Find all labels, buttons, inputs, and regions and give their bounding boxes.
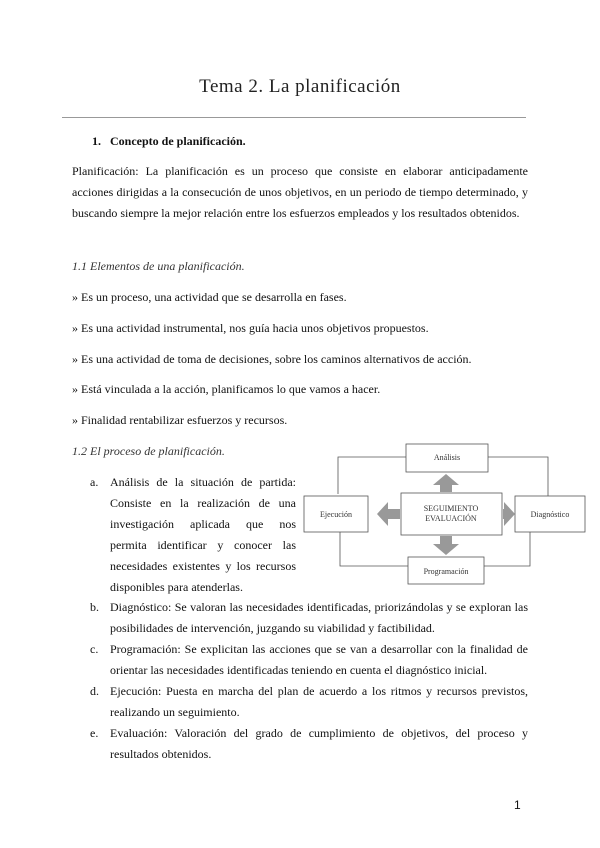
step-marker: c. bbox=[90, 642, 99, 656]
element-item: » Finalidad rentabilizar esfuerzos y recursos. bbox=[72, 413, 288, 427]
process-subheading: 1.2 El proceso de planificación. bbox=[72, 444, 225, 458]
step-marker: b. bbox=[90, 600, 99, 614]
elements-subheading: 1.1 Elementos de una planificación. bbox=[72, 259, 245, 273]
connector-line bbox=[340, 532, 408, 566]
page-number: 1 bbox=[514, 798, 521, 812]
process-step bbox=[90, 472, 296, 592]
section-title: Concepto de planificación. bbox=[110, 134, 246, 148]
section-heading bbox=[92, 134, 246, 149]
title-divider bbox=[62, 117, 526, 118]
step-text: Ejecución: Puesta en marcha del plan de acuerdo a los ritmos y recursos previstos, realizando un seguimiento. bbox=[110, 684, 528, 719]
arrow-left-icon bbox=[377, 502, 400, 526]
step-text: Análisis de la situación de partida: Consiste en la realización de una investigación aplicada que nos permita identificar y conocer las necesidades existentes y los recursos disponibles para atenderlas. bbox=[110, 475, 296, 594]
definition-paragraph: Planificación: La planificación es un proceso que consiste en elaborar anticipadamente acciones dirigidas a la consecución de unos objetivos, en un periodo de tiempo determinado, y buscando siempre la mejor relación entre los esfuerzos empleados y los resultados obtenidos. bbox=[72, 164, 528, 220]
section-number: 1. bbox=[92, 134, 101, 148]
step-text: Diagnóstico: Se valoran las necesidades identificadas, priorizándolas y se exploran las posibilidades de intervención, juzgando su viabilidad y factibilidad. bbox=[110, 600, 528, 635]
planning-cycle-diagram bbox=[300, 438, 590, 588]
step-text: Evaluación: Valoración del grado de cumplimiento de objetivos, del proceso y resultados obtenidos. bbox=[110, 726, 528, 761]
arrow-up-icon bbox=[433, 474, 459, 492]
step-text: Programación: Se explicitan las acciones que se van a desarrollar con la finalidad de orientar las necesidades identificadas teniendo en cuenta el diagnóstico inicial. bbox=[110, 642, 528, 677]
element-item: » Está vinculada a la acción, planificamos lo que vamos a hacer. bbox=[72, 382, 381, 396]
ejecucion-label: Ejecución bbox=[320, 510, 352, 519]
element-item: » Es un proceso, una actividad que se desarrolla en fases. bbox=[72, 290, 347, 304]
step-marker: a. bbox=[90, 475, 99, 489]
connector-line bbox=[338, 457, 406, 494]
analisis-label: Análisis bbox=[433, 453, 461, 462]
center-label-line2: EVALUACIÓN bbox=[425, 514, 477, 523]
page-title: Tema 2. La planificación bbox=[199, 76, 401, 97]
programacion-label: Programación bbox=[423, 567, 469, 576]
connector-line bbox=[483, 532, 530, 566]
element-item: » Es una actividad instrumental, nos guía hacia unos objetivos propuestos. bbox=[72, 321, 429, 335]
diagnostico-label: Diagnóstico bbox=[530, 510, 570, 519]
step-marker: e. bbox=[90, 726, 99, 740]
element-item: » Es una actividad de toma de decisiones, sobre los caminos alternativos de acción. bbox=[72, 352, 472, 366]
connector-line bbox=[488, 457, 548, 496]
step-marker: d. bbox=[90, 684, 99, 698]
center-label-line1: SEGUIMIENTO bbox=[423, 504, 479, 513]
arrow-down-icon bbox=[433, 536, 459, 555]
arrow-right-icon bbox=[503, 502, 515, 526]
